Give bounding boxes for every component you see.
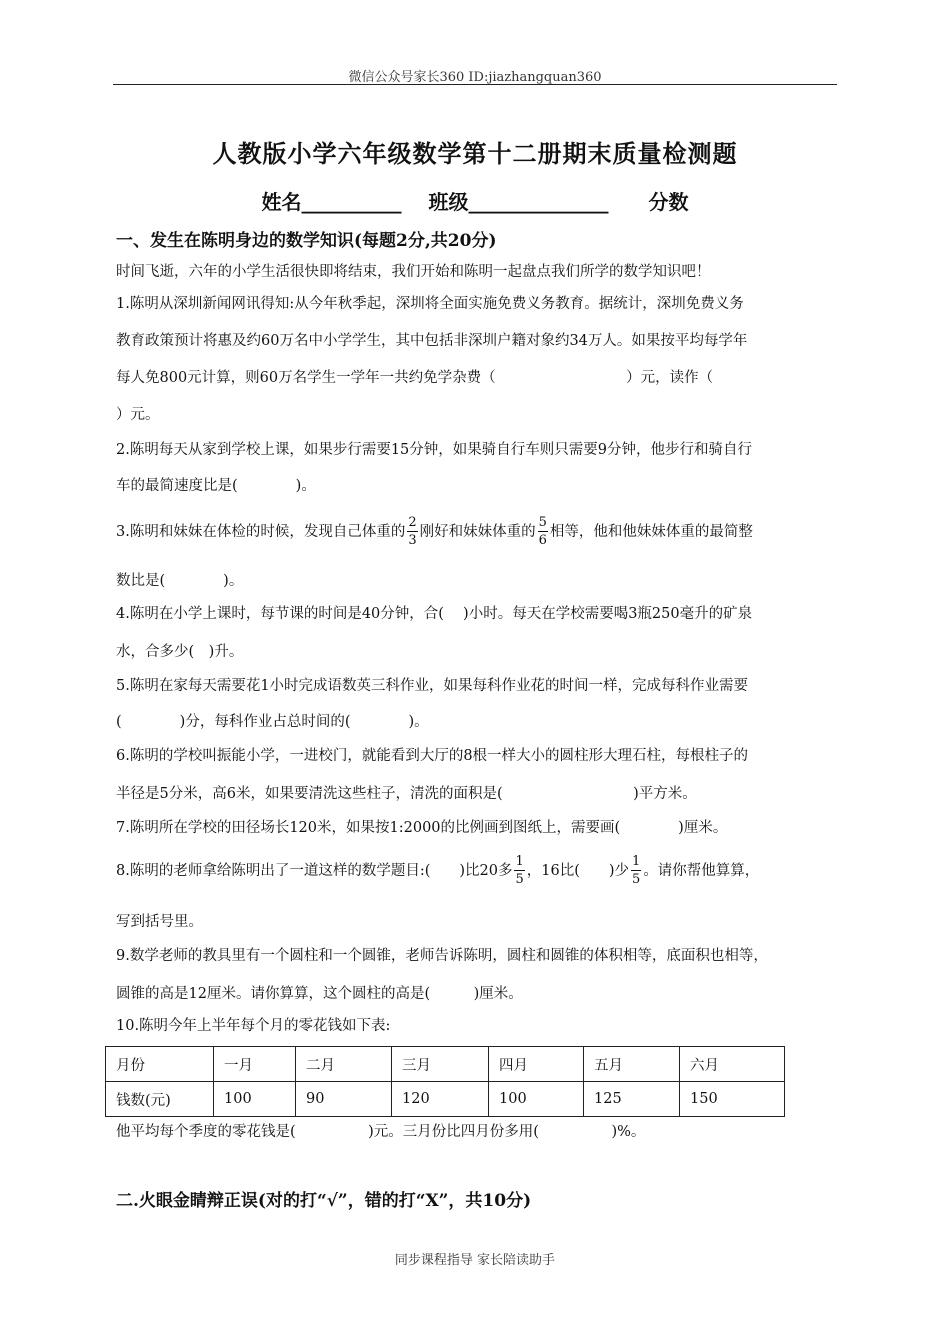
q3-frac2-numerator: 5: [538, 515, 547, 530]
student-info-line: 姓名__________ 班级______________ 分数: [261, 190, 689, 214]
q3-frac1-numerator: 2: [408, 515, 417, 530]
table-cell: 四月: [489, 1047, 584, 1082]
section1-intro: 时间飞逝，六年的小学生活很快即将结束，我们开始和陈明一起盘点我们所学的数学知识吧！: [116, 264, 711, 280]
q6-line1: 6.陈明的学校叫振能小学，一进校门，就能看到大厅的8根一样大小的圆柱形大理石柱，每根柱子的: [116, 748, 749, 764]
q2-line2: 车的最简速度比是( )。: [116, 478, 316, 494]
q8-text-post: 。请你帮他算算，: [643, 863, 760, 879]
q5-line1: 5.陈明在家每天需要花1小时完成语数英三科作业，如果每科作业花的时间一样，完成每科作业需要: [116, 678, 749, 694]
section1-heading: 一、发生在陈明身边的数学知识(每题2分,共20分): [116, 231, 497, 251]
q3-fraction-1: [407, 516, 417, 548]
section2-heading: 二.火眼金睛辩正误(对的打“√”，错的打“X”，共10分): [116, 1191, 532, 1211]
q3-frac2-denominator: 6: [538, 533, 547, 548]
q9-line1: 9.数学老师的教具里有一个圆柱和一个圆锥，老师告诉陈明，圆柱和圆锥的体积相等，底面积也相等，: [116, 948, 768, 964]
q1-line4: ）元。: [116, 407, 160, 423]
table-cell: 三月: [392, 1047, 489, 1082]
table-cell: 90: [296, 1082, 392, 1117]
table-cell: 120: [392, 1082, 489, 1117]
table-row: [106, 1082, 785, 1117]
table-cell: 125: [584, 1082, 680, 1117]
q3-fraction-2: [538, 516, 548, 548]
table-cell: 100: [489, 1082, 584, 1117]
table-cell: 月份: [106, 1047, 214, 1082]
q4-line2: 水，合多少( )升。: [116, 644, 244, 660]
q3-text-mid: 刚好和妹妹体重的: [419, 524, 536, 540]
q8-line1: [116, 849, 846, 893]
table-cell: 一月: [214, 1047, 296, 1082]
page-title: 人教版小学六年级数学第十二册期末质量检测题: [212, 139, 738, 168]
q8-frac2-denominator: 5: [632, 872, 641, 887]
q8-fraction-2: [631, 855, 641, 887]
q4-line1: 4.陈明在小学上课时，每节课的时间是40分钟，合( )小时。每天在学校需要喝3瓶250毫升的矿泉: [116, 606, 753, 622]
q10-question: 他平均每个季度的零花钱是( )元。三月份比四月份多用( )%。: [116, 1124, 646, 1140]
q8-fraction-1: [514, 855, 524, 887]
page-header: 微信公众号家长360 ID:jiazhangquan360: [348, 70, 602, 85]
table-cell: 六月: [680, 1047, 785, 1082]
q3-text-post: 相等，他和他妹妹体重的最简整: [549, 524, 753, 540]
q7-line: 7.陈明所在学校的田径场长120米，如果按1:2000的比例画到图纸上，需要画( )厘米。: [116, 820, 728, 836]
q8-frac1-numerator: 1: [515, 854, 524, 869]
q1-line1: 1.陈明从深圳新闻网讯得知:从今年秋季起，深圳将全面实施免费义务教育。据统计，深圳免费义务: [116, 296, 744, 312]
q8-frac2-numerator: 1: [632, 854, 641, 869]
q8-line2: 写到括号里。: [116, 914, 203, 930]
q8-text-pre: 8.陈明的老师拿给陈明出了一道这样的数学题目:( )比20多: [116, 863, 513, 879]
table-cell: 钱数(元): [106, 1082, 214, 1117]
q8-text-mid: ，16比( )少: [526, 863, 630, 879]
q10-intro: 10.陈明今年上半年每个月的零花钱如下表:: [116, 1018, 391, 1034]
table-row: [106, 1047, 785, 1082]
allowance-table: [105, 1046, 785, 1117]
table-cell: 五月: [584, 1047, 680, 1082]
table-cell: 100: [214, 1082, 296, 1117]
q3-frac1-denominator: 3: [408, 533, 417, 548]
header-divider: [113, 84, 837, 85]
q8-frac1-denominator: 5: [515, 872, 524, 887]
q9-line2: 圆锥的高是12厘米。请你算算，这个圆柱的高是( )厘米。: [116, 986, 523, 1002]
q1-line2: 教育政策预计将惠及约60万名中小学学生，其中包括非深圳户籍对象约34万人。如果按平均每学年: [116, 333, 748, 349]
q2-line1: 2.陈明每天从家到学校上课，如果步行需要15分钟，如果骑自行车则只需要9分钟，他步行和骑自行: [116, 442, 753, 458]
q5-line2: ( )分，每科作业占总时间的( )。: [116, 714, 429, 730]
table-cell: 二月: [296, 1047, 392, 1082]
q3-line2: 数比是( )。: [116, 573, 244, 589]
page-footer: 同步课程指导 家长陪读助手: [394, 1253, 556, 1268]
q3-text-pre: 3.陈明和妹妹在体检的时候，发现自己体重的: [116, 524, 406, 540]
q1-line3: 每人免800元计算，则60万名学生一学年一共约免学杂费（ ）元，读作（: [116, 370, 714, 386]
q6-line2: 半径是5分米，高6米，如果要清洗这些柱子，清洗的面积是( )平方米。: [116, 786, 697, 802]
table-cell: 150: [680, 1082, 785, 1117]
q3-line1: [116, 510, 846, 554]
